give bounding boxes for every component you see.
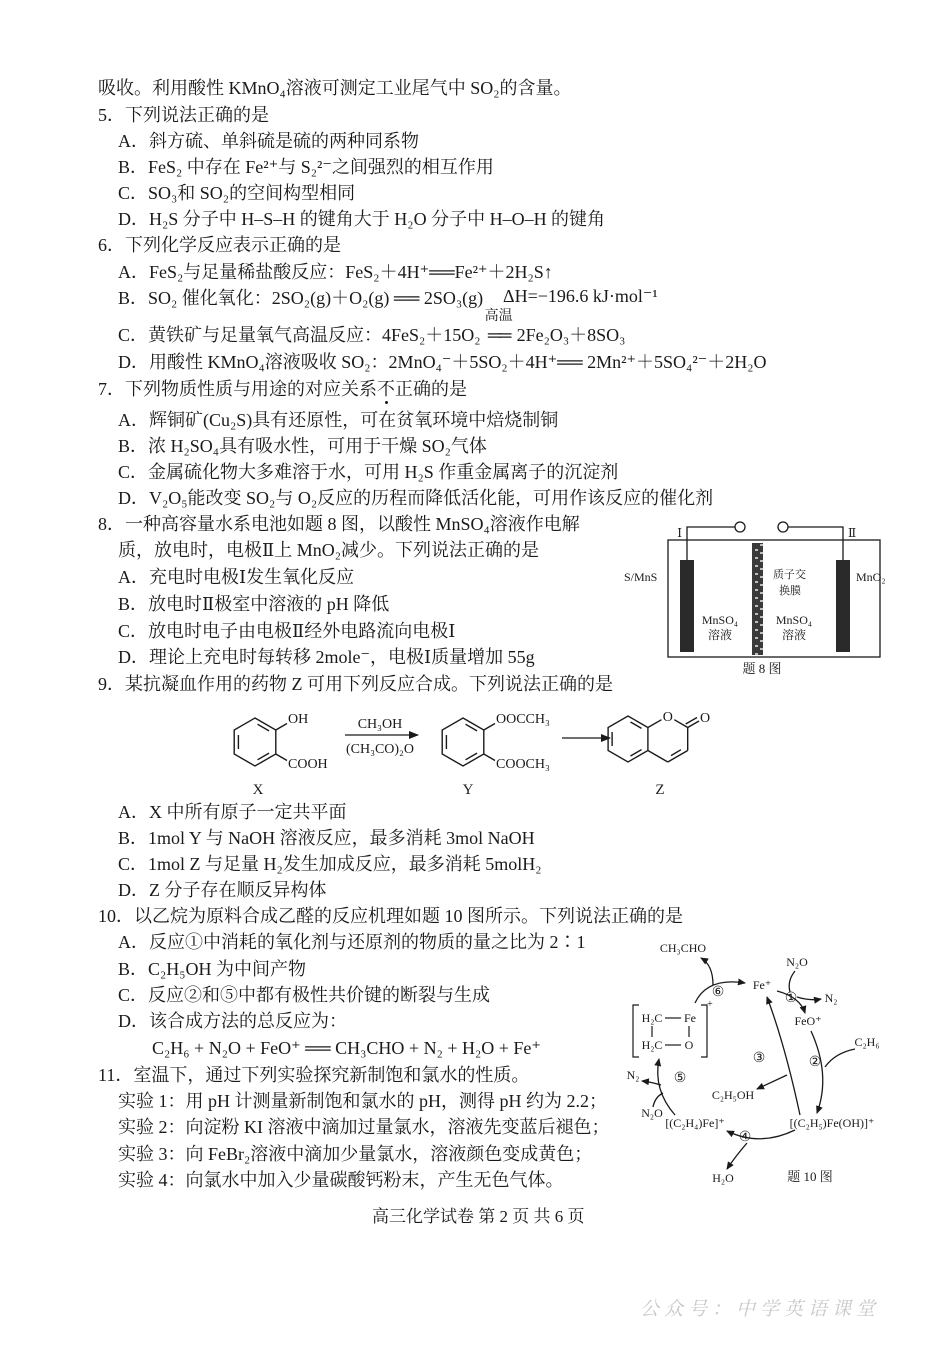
z-ring-oxygen: O <box>662 710 673 725</box>
proton-exchange-membrane <box>752 543 763 655</box>
benzene-ring <box>234 718 276 766</box>
solution-left-label-2: 溶液 <box>707 628 733 642</box>
c2h5-fe-oh-label: [(C₂H₅)Fe(OH)]⁺ <box>789 1116 875 1130</box>
fe-plus-label: Fe⁺ <box>752 978 772 992</box>
terminal-left <box>735 522 745 532</box>
q8-option-b: B．放电时Ⅱ极室中溶液的 pH 降低 <box>118 594 390 614</box>
wire-left <box>687 527 735 560</box>
q5-stem: 5．下列说法正确的是 <box>98 105 269 125</box>
q10-option-b: B．C₂H₅OH 为中间产物 <box>118 959 307 979</box>
q6-option-d: D．用酸性 KMnO₄溶液吸收 SO₂：2MnO₄⁻＋5SO₂＋4H⁺══ 2Mn²⁺＋5SO₄²⁻＋2H₂O <box>118 352 767 372</box>
q9-option-c: C．1mol Z 与足量 H₂发生加成反应，最多消耗 5molH₂ <box>118 854 542 874</box>
c2h6-label: C₂H₆ <box>854 1035 880 1049</box>
reaction-equals-sign: ══ <box>487 325 510 345</box>
q7-option-b: B．浓 H₂SO₄具有吸水性，可用于干燥 SO₂气体 <box>118 436 487 456</box>
electrode-2-label: Ⅱ <box>848 526 857 540</box>
substituent-bond <box>484 724 495 731</box>
n2o-left-input-arrow <box>653 1093 663 1107</box>
synthesis-scheme <box>210 695 750 800</box>
q10-option-d: D．该合成方法的总反应为： <box>118 1011 347 1031</box>
step-6-label: ⑥ <box>711 985 725 1000</box>
solution-right-label-2: 溶液 <box>781 628 807 642</box>
q5-option-c: C．SO₃和 SO₂的空间构型相同 <box>118 183 356 203</box>
terminal-right <box>778 522 788 532</box>
compound-z <box>608 716 699 762</box>
q6-option-b-enthalpy: ΔH=−196.6 kJ·mol⁻¹ <box>503 286 658 306</box>
q6-stem: 6．下列化学反应表示正确的是 <box>98 235 341 255</box>
q5-option-b: B．FeS₂ 中存在 Fe²⁺与 S₂²⁻之间强烈的相互作用 <box>118 157 494 177</box>
reagent-bottom: (CH₃CO)₂O <box>345 742 415 757</box>
substituent-bond <box>276 724 287 731</box>
figure-10-caption: 题 10 图 <box>787 1169 833 1184</box>
z-carbonyl-oxygen: O <box>700 711 711 726</box>
n2-left-label: N₂ <box>626 1068 640 1082</box>
q6-option-a: A．FeS₂与足量稀盐酸反应：FeS₂＋4H⁺══Fe²⁺＋2H₂S↑ <box>118 262 553 282</box>
step-4-arrow <box>727 1130 795 1139</box>
q6-option-c-left: C．黄铁矿与足量氧气高温反应：4FeS₂＋15O₂ <box>118 325 481 345</box>
q7-option-a: A．辉铜矿(Cu₂S)具有还原性，可在贫氧环境中焙烧制铜 <box>118 410 559 430</box>
c2h4-fe-label: [(C₂H₄)Fe]⁺ <box>665 1116 725 1130</box>
q9-option-b: B．1mol Y 与 NaOH 溶液反应，最多消耗 3mol NaOH <box>118 828 535 848</box>
figure-8-caption: 题 8 图 <box>742 661 782 676</box>
q11-experiment-4: 实验 4：向氯水中加入少量碳酸钙粉末，产生无色气体。 <box>118 1170 564 1190</box>
q6-option-c <box>118 309 625 346</box>
x-oh-group: OH <box>288 712 309 727</box>
membrane-label-2: 换膜 <box>779 585 801 597</box>
wire-right <box>788 527 843 560</box>
intro-line: 吸收。利用酸性 KMnO₄溶液可测定工业尾气中 SO₂的含量。 <box>98 78 572 98</box>
compound-x <box>234 718 287 766</box>
q8-stem-line2: 质，放电时，电极Ⅱ上 MnO₂减少。下列说法正确的是 <box>118 540 540 560</box>
reaction-condition <box>485 309 513 346</box>
q11-stem: 11．室温下，通过下列实验探究新制饱和氯水的性质。 <box>98 1065 530 1085</box>
membrane-label-1: 质子交 <box>773 569 806 581</box>
battery-figure <box>610 515 900 685</box>
c2h5oh-label: C₂H₅OH <box>711 1088 755 1102</box>
q8-stem-line1: 8．一种高容量水系电池如题 8 图，以酸性 MnSO₄溶液作电解 <box>98 514 580 534</box>
condition-text: 高温 <box>484 309 513 324</box>
complex-ch2-bottom: H₂C <box>641 1038 663 1052</box>
step-4-label: ④ <box>738 1130 752 1145</box>
substituent-bond <box>276 754 287 761</box>
complex-charge: + <box>707 999 713 1010</box>
y-top-group: OOCCH₃ <box>496 712 550 727</box>
q7-stem <box>98 378 467 400</box>
n2o-input-arrow <box>789 971 795 992</box>
c2h5oh-release-arrow <box>757 1075 787 1089</box>
q10-overall-equation: C₂H₆ + N₂O + FeO⁺ ══ CH₃CHO + N₂ + H₂O + Fe⁺ <box>152 1038 541 1058</box>
c2h6-input-arrow <box>825 1049 855 1067</box>
q8-option-d: D．理论上充电时每转移 2mole⁻，电极Ⅰ质量增加 55g <box>118 647 535 667</box>
n2-release-arrow <box>797 997 821 1000</box>
q9-option-d: D．Z 分子存在顺反异构体 <box>118 880 327 900</box>
electrode-right <box>836 560 850 652</box>
step-1-label: ① <box>784 991 798 1006</box>
mechanism-figure <box>595 935 905 1190</box>
ch3cho-release-arrow <box>701 958 713 985</box>
step-2-arrow <box>808 1031 823 1113</box>
q5-option-a: A．斜方硫、单斜硫是硫的两种同系物 <box>118 131 419 151</box>
electrode-left <box>680 560 694 652</box>
right-material-label: MnO₂ <box>856 570 886 584</box>
q9-option-a: A．X 中所有原子一定共平面 <box>118 802 347 822</box>
step-3-label: ③ <box>752 1051 766 1066</box>
h2o-label: H₂O <box>712 1171 734 1185</box>
ring-bond <box>648 751 668 763</box>
q7-option-d: D．V₂O₅能改变 SO₂与 O₂反应的历程而降低活化能，可用作该反应的催化剂 <box>118 488 714 508</box>
q7-stem-before: 7．下列物质性质与用途的对应关系 <box>98 379 377 399</box>
left-material-label: S/MnS <box>624 570 658 584</box>
q6-option-b: B．SO₂ 催化氧化：2SO₂(g)＋O₂(g) ══ 2SO₃(g) <box>118 288 484 308</box>
q10-option-a: A．反应①中消耗的氧化剂与还原剂的物质的量之比为 2∶1 <box>118 932 586 952</box>
q11-experiment-2: 实验 2：向淀粉 KI 溶液中滴加过量氯水，溶液先变蓝后褪色； <box>118 1117 610 1137</box>
q6-option-c-right: 2Fe₂O₃＋8SO₃ <box>516 325 626 345</box>
label-x: X <box>252 782 264 798</box>
q8-option-a: A．充电时电极Ⅰ发生氧化反应 <box>118 567 355 587</box>
complex-o: O <box>684 1038 694 1052</box>
compound-y <box>442 718 495 766</box>
q7-stem-after: 正确的是 <box>395 379 467 399</box>
q11-experiment-3: 实验 3：向 FeBr₂溶液中滴加少量氯水，溶液颜色变成黄色； <box>118 1144 593 1164</box>
n2o-left-label: N₂O <box>641 1106 663 1120</box>
q9-stem: 9．某抗凝血作用的药物 Z 可用下列反应合成。下列说法正确的是 <box>98 674 613 694</box>
reagent-top: CH₃OH <box>357 717 403 732</box>
n2-right-label: N₂ <box>824 991 838 1005</box>
bracket-left <box>633 1005 639 1057</box>
solution-right-label-1: MnSO₄ <box>775 613 813 627</box>
q7-option-c: C．金属硫化物大多难溶于水，可用 H₂S 作重金属离子的沉淀剂 <box>118 462 619 482</box>
benzene-ring <box>442 718 484 766</box>
n2o-top-label: N₂O <box>786 955 808 969</box>
x-cooh-group: COOH <box>288 757 328 772</box>
bracket-right <box>701 1005 707 1057</box>
step-5-label: ⑤ <box>673 1071 687 1086</box>
ch3cho-label: CH₃CHO <box>659 941 707 955</box>
complex-fe: Fe <box>684 1011 696 1025</box>
step-2-label: ② <box>808 1055 822 1070</box>
benzene-ring <box>608 716 648 762</box>
page-footer: 高三化学试卷 第 2 页 共 6 页 <box>372 1207 585 1226</box>
h2o-release-arrow <box>727 1143 747 1169</box>
q11-experiment-1: 实验 1：用 pH 计测量新制饱和氯水的 pH，测得 pH 约为 2.2； <box>118 1091 607 1111</box>
electrode-1-label: Ⅰ <box>677 526 682 540</box>
ring-bond <box>648 720 662 728</box>
q8-option-c: C．放电时电子由电极Ⅱ经外电路流向电极Ⅰ <box>118 621 456 641</box>
q7-stem-emphasis: 不 <box>377 379 395 399</box>
q10-stem: 10．以乙烷为原料合成乙醛的反应机理如题 10 图所示。下列说法正确的是 <box>98 906 683 926</box>
q5-option-d: D．H₂S 分子中 H–S–H 的键角大于 H₂O 分子中 H–O–H 的键角 <box>118 209 606 229</box>
label-z: Z <box>655 782 665 798</box>
solution-left-label-1: MnSO₄ <box>701 613 739 627</box>
substituent-bond <box>484 754 495 761</box>
q10-option-c: C．反应②和⑤中都有极性共价键的断裂与生成 <box>118 985 491 1005</box>
label-y: Y <box>462 782 474 798</box>
feo-plus-label: FeO⁺ <box>794 1014 822 1028</box>
y-bottom-group: COOCH₃ <box>496 757 550 772</box>
complex-ch2-top: H₂C <box>641 1011 663 1025</box>
watermark: 公众号：中学英语课堂 <box>640 1299 881 1320</box>
